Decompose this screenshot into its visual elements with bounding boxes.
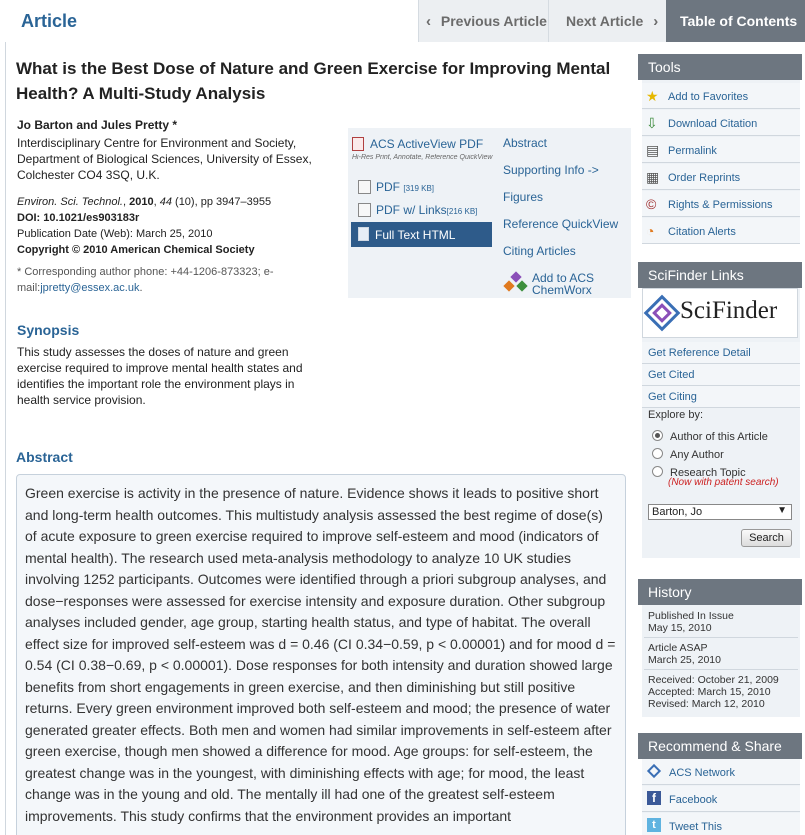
get-cited-link[interactable]: Get Cited xyxy=(642,364,800,386)
dropdown-arrow-icon: ▼ xyxy=(777,505,787,516)
scifinder-search-button[interactable]: Search xyxy=(741,529,792,547)
chemworx-icon xyxy=(505,273,527,295)
scifinder-logo-text: SciFinder xyxy=(680,297,778,324)
radio-button[interactable] xyxy=(652,466,663,477)
divider xyxy=(644,669,798,670)
patent-search-note: (Now with patent search) xyxy=(668,477,779,488)
activeview-pdf-icon xyxy=(352,137,364,151)
table-of-contents-button[interactable]: Table of Contents xyxy=(666,0,805,42)
publication-date: Publication Date (Web): March 25, 2010 xyxy=(17,228,213,240)
scifinder-logo-mark xyxy=(644,295,681,332)
corresponding-author: * Corresponding author phone: +44-1206-873323; e-mail:jpretty@essex.ac.uk. xyxy=(17,266,274,294)
history-article-asap: Article ASAP March 25, 2010 xyxy=(648,642,721,666)
order-reprints-link[interactable]: ▦ Order Reprints xyxy=(642,164,800,190)
full-text-html-label: Full Text HTML xyxy=(375,228,456,242)
star-icon: ★ xyxy=(646,88,659,104)
section-title: Article xyxy=(0,0,420,42)
chevron-right-icon: › xyxy=(653,13,659,30)
history-dates: Received: October 21, 2009 Accepted: March 15, 2010 Revised: March 12, 2010 xyxy=(648,674,779,710)
next-article-button[interactable] xyxy=(548,0,666,42)
download-citation-link[interactable]: ⇩ Download Citation xyxy=(642,110,800,136)
pdf-with-links-link[interactable]: PDF w/ Links[216 KB] xyxy=(376,203,478,217)
add-to-favorites-link[interactable]: ★ Add to Favorites xyxy=(642,83,800,109)
figures-link[interactable]: Figures xyxy=(503,190,544,204)
pdf-size: [319 KB] xyxy=(403,184,435,193)
activeview-subtitle: Hi-Res Print, Annotate, Reference QuickView xyxy=(352,154,493,161)
radio-any-author[interactable]: Any Author xyxy=(652,448,724,461)
activeview-pdf-link[interactable]: ACS ActiveView PDF xyxy=(370,137,484,151)
abstract-box xyxy=(16,474,626,835)
next-article-label: Next Article xyxy=(566,13,644,29)
radio-button-selected[interactable] xyxy=(652,430,663,441)
corresponding-author-text: * Corresponding author phone: +44-1206-873323; e-mail: xyxy=(17,266,274,294)
permalink-link[interactable]: ▤ Permalink xyxy=(642,137,800,163)
radio-research-topic[interactable]: Research Topic xyxy=(652,466,746,479)
recommend-share-heading: Recommend & Share xyxy=(638,733,802,759)
facebook-link[interactable]: f Facebook xyxy=(642,786,800,812)
journal-issue-pages: (10), pp 3947–3955 xyxy=(175,196,272,208)
divider xyxy=(644,637,798,638)
citation-block xyxy=(17,194,337,258)
author-affiliation: Interdisciplinary Centre for Environment and Society, Department of Biological Sciences, University of Essex, Colchester CO4 3SQ, U.K. xyxy=(17,136,312,182)
history-heading: History xyxy=(638,579,802,605)
journal-name: Environ. Sci. Technol. xyxy=(17,196,123,208)
pdf-links-size: [216 KB] xyxy=(446,207,478,216)
citing-articles-link[interactable]: Citing Articles xyxy=(503,244,576,258)
synopsis-heading: Synopsis xyxy=(17,322,80,338)
abstract-link[interactable]: Abstract xyxy=(503,136,548,150)
rights-permissions-link[interactable]: © Rights & Permissions xyxy=(642,191,800,217)
html-doc-icon xyxy=(358,227,369,241)
abstract-heading: Abstract xyxy=(16,449,73,465)
top-nav-bar xyxy=(0,0,805,42)
add-to-chemworx-link[interactable]: Add to ACS ChemWorx xyxy=(532,271,595,297)
journal-citation: Environ. Sci. Technol., 2010, 44 (10), pp 3947–3955 xyxy=(17,196,272,208)
radio-button[interactable] xyxy=(652,448,663,459)
acs-network-link[interactable]: ACS Network xyxy=(642,759,800,785)
rss-icon: ◔ xyxy=(646,223,655,239)
doi: DOI: 10.1021/es903183r xyxy=(17,212,140,224)
chevron-left-icon: ‹ xyxy=(426,13,431,30)
reprints-icon: ▦ xyxy=(646,169,660,185)
author-select[interactable] xyxy=(648,504,792,520)
copyright-icon: © xyxy=(646,196,657,212)
supporting-info-link[interactable]: Supporting Info -> xyxy=(503,163,599,177)
article-authors[interactable]: Jo Barton and Jules Pretty * xyxy=(17,118,178,132)
history-published-in-issue: Published In Issue May 15, 2010 xyxy=(648,610,734,634)
pdf-icon xyxy=(358,180,371,194)
previous-article-button[interactable] xyxy=(418,0,548,42)
radio-author-of-article[interactable]: Author of this Article xyxy=(652,430,768,443)
copyright: Copyright © 2010 American Chemical Society xyxy=(17,244,255,256)
twitter-icon: t xyxy=(647,818,661,832)
full-text-html-button[interactable] xyxy=(351,222,492,247)
article-title: What is the Best Dose of Nature and Green Exercise for Improving Mental Health? A Multi-Study Analysis xyxy=(16,59,611,103)
tweet-this-link[interactable]: t Tweet This xyxy=(642,813,800,835)
download-icon: ⇩ xyxy=(646,115,658,131)
scifinder-logo[interactable] xyxy=(642,288,798,338)
pdf-links-icon xyxy=(358,203,371,217)
synopsis-text: This study assesses the doses of nature and green exercise required to improve mental health states and identifies the important role the environment plays in health service provision. xyxy=(17,345,303,407)
get-reference-detail-link[interactable]: Get Reference Detail xyxy=(642,342,800,364)
previous-article-label: Previous Article xyxy=(440,13,547,29)
pdf-link[interactable]: PDF [319 KB] xyxy=(376,180,435,194)
journal-volume: 44 xyxy=(159,196,172,208)
facebook-icon: f xyxy=(647,791,661,805)
tools-heading: Tools xyxy=(638,54,802,80)
acs-network-icon xyxy=(647,765,661,779)
scifinder-heading: SciFinder Links xyxy=(638,262,802,288)
reference-quickview-link[interactable]: Reference QuickView xyxy=(503,217,619,231)
corresponding-email-link[interactable]: jpretty@essex.ac.uk xyxy=(40,282,140,294)
frame-border xyxy=(5,42,6,835)
author-select-value: Barton, Jo xyxy=(652,506,703,518)
citation-alerts-link[interactable]: ◔ Citation Alerts xyxy=(642,218,800,244)
explore-by-label: Explore by: xyxy=(648,409,704,421)
abstract-text: Green exercise is activity in the presence of nature. Evidence shows it leads to positive short and long-term health outcomes. This multistudy analysis assessed the best regime of dose(s) of acute exposure to green exercise required to improve self-esteem and mood (indicators of mental health). The research used meta-analysis methodology to analyze 10 UK studies involving 1252 participants. Outcomes were identified through a priori subgroup analyses, and dose−responses were assessed for exercise intensity and exposure duration. Other subgroup analyses included gender, age group, starting health status, and type of habitat. The overall effect size for improved self-esteem was d = 0.46 (CI 0.34−0.59, p < 0.00001) and for mood d = 0.54 (CI 0.38−0.69, p < 0.00001). Dose responses for both intensity and duration showed large benefits from short engagements in green exercise, and then diminishing but still positive returns. Every green environment improved both self-esteem and mood; the presence of water generated greater effects. Both men and women had similar improvements in self-esteem after green exercise, though men showed a difference for mood. Age groups: for self-esteem, the greatest change was in the youngest, with diminishing effects with age; for mood, the least change was in the young and old. The mentally ill had one of the greatest self-esteem improvements. This study confirms that the environment provides an important xyxy=(25,485,616,824)
permalink-icon: ▤ xyxy=(646,142,660,158)
get-citing-link[interactable]: Get Citing xyxy=(642,386,800,408)
journal-year: 2010 xyxy=(129,196,154,208)
